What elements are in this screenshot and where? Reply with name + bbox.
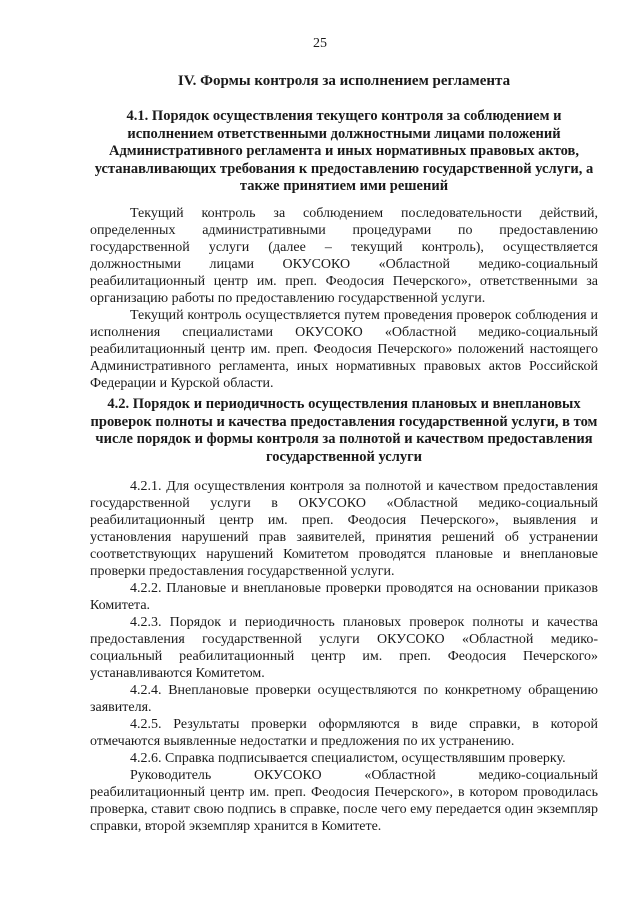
section-title-block (90, 72, 598, 90)
paragraph: 4.2.1. Для осуществления контроля за полнотой и качеством предоставления государственной услуги в ОКУСОКО «Областной медико-социальный реабилитационный центр им. преп. Феодосия Печерского», выявления и установления нарушений прав заявителей, принятия решений об устранении соответствующих нарушений Комитетом проводятся плановые и внеплановые проверки предоставления государственной услуги. (90, 479, 598, 579)
paragraph: Руководитель ОКУСОКО «Областной медико-социальный реабилитационный центр им. преп. Феодосия Печерского», в котором проводилась проверка, ставит свою подпись в справке, после чего ему передается один экземпляр справки, второй экземпляр хранится в Комитете. (90, 768, 598, 834)
paragraph: 4.2.5. Результаты проверки оформляются в виде справки, в которой отмечаются выявленные недостатки и предложения по их устранению. (90, 717, 598, 749)
paragraph: 4.2.3. Порядок и периодичность плановых проверок полноты и качества предоставления государственной услуги ОКУСОКО «Областной медико-социальный реабилитационный центр им. преп. Феодосия Печерского» устанавливаются Комитетом. (90, 615, 598, 681)
subsection-4-1-heading: 4.1. Порядок осуществления текущего контроля за соблюдением и исполнением ответственными должностными лицами положений Административного регламента и иных нормативных правовых актов, устанавливающих требования к предоставлению государственной услуги, а также принятием ими решений (94, 108, 594, 194)
paragraph: Текущий контроль за соблюдением последовательности действий, определенных административными процедурами по предоставлению государственной услуги (далее – текущий контроль), осуществляется должностными лицами ОКУСОКО «Областной медико-социальный реабилитационный центр им. преп. Феодосия Печерского», ответственными за организацию работы по предоставлению государственной услуги. (90, 206, 598, 306)
section-title: IV. Формы контроля за исполнением регламента (177, 73, 511, 89)
subsection-4-2-body (90, 478, 598, 835)
paragraph: 4.2.4. Внеплановые проверки осуществляются по конкретному обращению заявителя. (90, 683, 598, 715)
subsection-4-2-heading-block (90, 396, 598, 466)
paragraph: 4.2.2. Плановые и внеплановые проверки проводятся на основании приказов Комитета. (90, 581, 598, 613)
page-number: 25 (313, 36, 327, 51)
subsection-4-1-body (90, 205, 598, 392)
subsection-4-2-heading: 4.2. Порядок и периодичность осуществления плановых и внеплановых проверок полноты и качества предоставления государственной услуги, в том числе порядок и формы контроля за полнотой и качеством предоставления государственной услуги (90, 396, 598, 465)
paragraph: 4.2.6. Справка подписывается специалистом, осуществлявшим проверку. (130, 751, 566, 766)
paragraph: Текущий контроль осуществляется путем проведения проверок соблюдения и исполнения специалистами ОКУСОКО «Областной медико-социальный реабилитационный центр им. преп. Феодосия Печерского» положений настоящего Административного регламента, иных нормативных правовых актов Российской Федерации и Курской области. (90, 308, 598, 391)
subsection-4-1-heading-block (90, 108, 598, 196)
